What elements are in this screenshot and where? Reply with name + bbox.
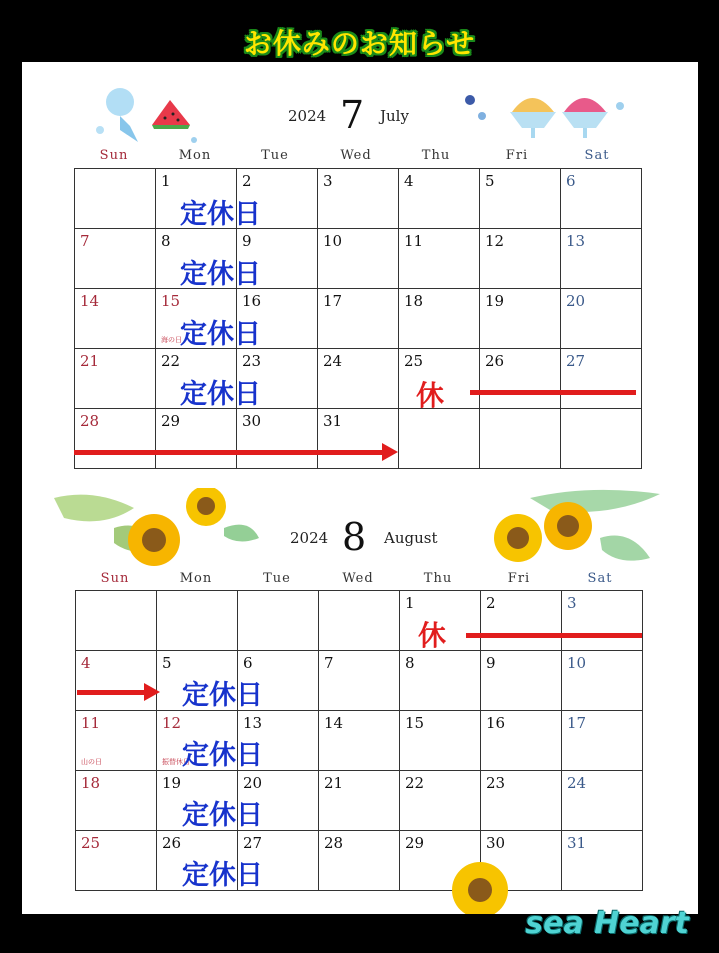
day-number: 21: [324, 774, 344, 792]
calendar-cell: [561, 289, 642, 349]
july-weekday-sat: Sat: [584, 148, 610, 163]
august-weekday-mon: Mon: [179, 571, 213, 586]
day-number: 19: [485, 292, 505, 310]
day-number: 3: [567, 594, 577, 612]
july-weekday-thu: Thu: [421, 148, 451, 163]
summer-break-mark: 休: [418, 619, 447, 652]
calendar-cell: [318, 229, 399, 289]
break-line: [470, 390, 636, 395]
july-month-name: July: [380, 107, 409, 125]
day-number: 29: [161, 412, 181, 430]
calendar-cell: [562, 591, 643, 651]
calendar-cell: [319, 771, 400, 831]
day-number: 14: [324, 714, 344, 732]
day-number: 6: [566, 172, 576, 190]
regular-holiday-mark: 定休日: [180, 379, 261, 410]
sunflower-illustration-left: [54, 488, 264, 578]
calendar-cell: [561, 349, 642, 409]
calendar-cell: [238, 591, 319, 651]
brand-logo: sea Heart: [525, 906, 689, 941]
calendar-cell: [75, 409, 156, 469]
calendar-cell: [76, 651, 157, 711]
calendar-cell: [399, 229, 480, 289]
day-number: 25: [404, 352, 424, 370]
calendar-cell: [319, 591, 400, 651]
day-number: 27: [243, 834, 263, 852]
calendar-cell: [561, 409, 642, 469]
august-year: 2024: [290, 529, 329, 547]
day-number: 27: [566, 352, 586, 370]
calendar-cell: [562, 771, 643, 831]
break-arrow-line: [77, 690, 147, 695]
day-number: 3: [323, 172, 333, 190]
day-number: 23: [486, 774, 506, 792]
day-number: 16: [242, 292, 262, 310]
regular-holiday-mark: 定休日: [182, 860, 263, 891]
calendar-cell: [75, 169, 156, 229]
day-number: 14: [80, 292, 100, 310]
calendar-cell: [76, 771, 157, 831]
day-number: 19: [162, 774, 182, 792]
regular-holiday-mark: 定休日: [182, 740, 263, 771]
day-number: 5: [162, 654, 172, 672]
calendar-cell: [399, 289, 480, 349]
calendar-cell: [480, 229, 561, 289]
day-number: 30: [242, 412, 262, 430]
august-weekday-fri: Fri: [507, 571, 531, 586]
day-number: 5: [485, 172, 495, 190]
calendar-cell: [400, 651, 481, 711]
day-number: 22: [161, 352, 181, 370]
day-number: 15: [405, 714, 425, 732]
day-number: 1: [161, 172, 171, 190]
wind-chime-watermelon-illustration: [90, 80, 200, 150]
day-number: 29: [405, 834, 425, 852]
august-weekday-wed: Wed: [342, 571, 374, 586]
calendar-cell: [480, 169, 561, 229]
calendar-cell: [237, 409, 318, 469]
day-number: 9: [486, 654, 496, 672]
day-number: 18: [404, 292, 424, 310]
day-number: 24: [323, 352, 343, 370]
sunflower-illustration-right: [490, 488, 665, 578]
notice-title: お休みのお知らせ: [243, 27, 476, 60]
regular-holiday-mark: 定休日: [180, 319, 261, 350]
calendar-cell: [481, 711, 562, 771]
day-number: 8: [405, 654, 415, 672]
calendar-cell: [562, 651, 643, 711]
shaved-ice-illustration: [462, 76, 632, 156]
day-number: 20: [243, 774, 263, 792]
break-arrow-line: [74, 450, 384, 455]
calendar-cell: [561, 229, 642, 289]
calendar-cell: [561, 169, 642, 229]
day-number: 28: [80, 412, 100, 430]
calendar-cell: [319, 651, 400, 711]
july-calendar-grid: [74, 168, 642, 469]
july-weekday-mon: Mon: [178, 148, 212, 163]
day-number: 13: [566, 232, 586, 250]
day-number: 2: [242, 172, 252, 190]
regular-holiday-mark: 定休日: [180, 199, 261, 230]
day-number: 26: [485, 352, 505, 370]
calendar-cell: [399, 169, 480, 229]
day-number: 7: [80, 232, 90, 250]
day-number: 24: [567, 774, 587, 792]
day-number: 21: [80, 352, 100, 370]
holiday-label: 山の日: [81, 758, 102, 766]
calendar-cell: [319, 831, 400, 891]
august-weekday-sat: Sat: [587, 571, 613, 586]
sunflower-illustration-bottom: [446, 860, 516, 914]
summer-break-mark: 休: [416, 379, 445, 412]
day-number: 9: [242, 232, 252, 250]
day-number: 7: [324, 654, 334, 672]
calendar-cell: [562, 711, 643, 771]
day-number: 30: [486, 834, 506, 852]
august-month-number: 8: [342, 515, 367, 559]
day-number: 11: [404, 232, 424, 250]
july-weekday-fri: Fri: [505, 148, 529, 163]
arrow-head-icon: [382, 443, 398, 461]
calendar-cell: [318, 349, 399, 409]
holiday-label: 海の日: [161, 336, 182, 344]
july-month-number: 7: [340, 93, 365, 137]
july-weekday-sun: Sun: [99, 148, 129, 163]
day-number: 12: [162, 714, 182, 732]
calendar-cell: [319, 711, 400, 771]
july-year: 2024: [288, 107, 327, 125]
day-number: 15: [161, 292, 181, 310]
day-number: 2: [486, 594, 496, 612]
arrow-head-icon: [144, 683, 160, 701]
calendar-cell: [156, 409, 237, 469]
regular-holiday-mark: 定休日: [182, 680, 263, 711]
day-number: 20: [566, 292, 586, 310]
calendar-cell: [399, 409, 480, 469]
day-number: 28: [324, 834, 344, 852]
calendar-cell: [562, 831, 643, 891]
day-number: 11: [81, 714, 101, 732]
day-number: 31: [323, 412, 343, 430]
day-number: 22: [405, 774, 425, 792]
day-number: 16: [486, 714, 506, 732]
calendar-cell: [481, 771, 562, 831]
day-number: 10: [323, 232, 343, 250]
calendar-cell: [75, 289, 156, 349]
day-number: 18: [81, 774, 101, 792]
calendar-cell: [480, 409, 561, 469]
august-weekday-tue: Tue: [263, 571, 291, 586]
regular-holiday-mark: 定休日: [182, 800, 263, 831]
day-number: 13: [243, 714, 263, 732]
day-number: 10: [567, 654, 587, 672]
calendar-cell: [400, 711, 481, 771]
day-number: 17: [567, 714, 587, 732]
calendar-cell: [76, 831, 157, 891]
break-line: [466, 633, 642, 638]
holiday-label: 振替休日: [162, 758, 190, 766]
calendar-cell: [318, 289, 399, 349]
calendar-cell: [318, 169, 399, 229]
calendar-cell: [481, 651, 562, 711]
calendar-cell: [400, 771, 481, 831]
august-weekday-thu: Thu: [423, 571, 453, 586]
day-number: 12: [485, 232, 505, 250]
day-number: 4: [81, 654, 91, 672]
july-weekday-tue: Tue: [261, 148, 289, 163]
day-number: 23: [242, 352, 262, 370]
regular-holiday-mark: 定休日: [180, 259, 261, 290]
day-number: 6: [243, 654, 253, 672]
calendar-cell: [76, 711, 157, 771]
august-month-name: August: [384, 529, 438, 547]
july-weekday-wed: Wed: [340, 148, 372, 163]
calendar-sheet: [22, 62, 698, 914]
day-number: 25: [81, 834, 101, 852]
day-number: 17: [323, 292, 343, 310]
day-number: 1: [405, 594, 415, 612]
day-number: 31: [567, 834, 587, 852]
august-weekday-sun: Sun: [100, 571, 130, 586]
day-number: 4: [404, 172, 414, 190]
calendar-cell: [480, 349, 561, 409]
calendar-cell: [481, 591, 562, 651]
calendar-cell: [75, 349, 156, 409]
calendar-cell: [75, 229, 156, 289]
calendar-cell: [157, 591, 238, 651]
day-number: 26: [162, 834, 182, 852]
calendar-cell: [76, 591, 157, 651]
day-number: 8: [161, 232, 171, 250]
calendar-cell: [480, 289, 561, 349]
